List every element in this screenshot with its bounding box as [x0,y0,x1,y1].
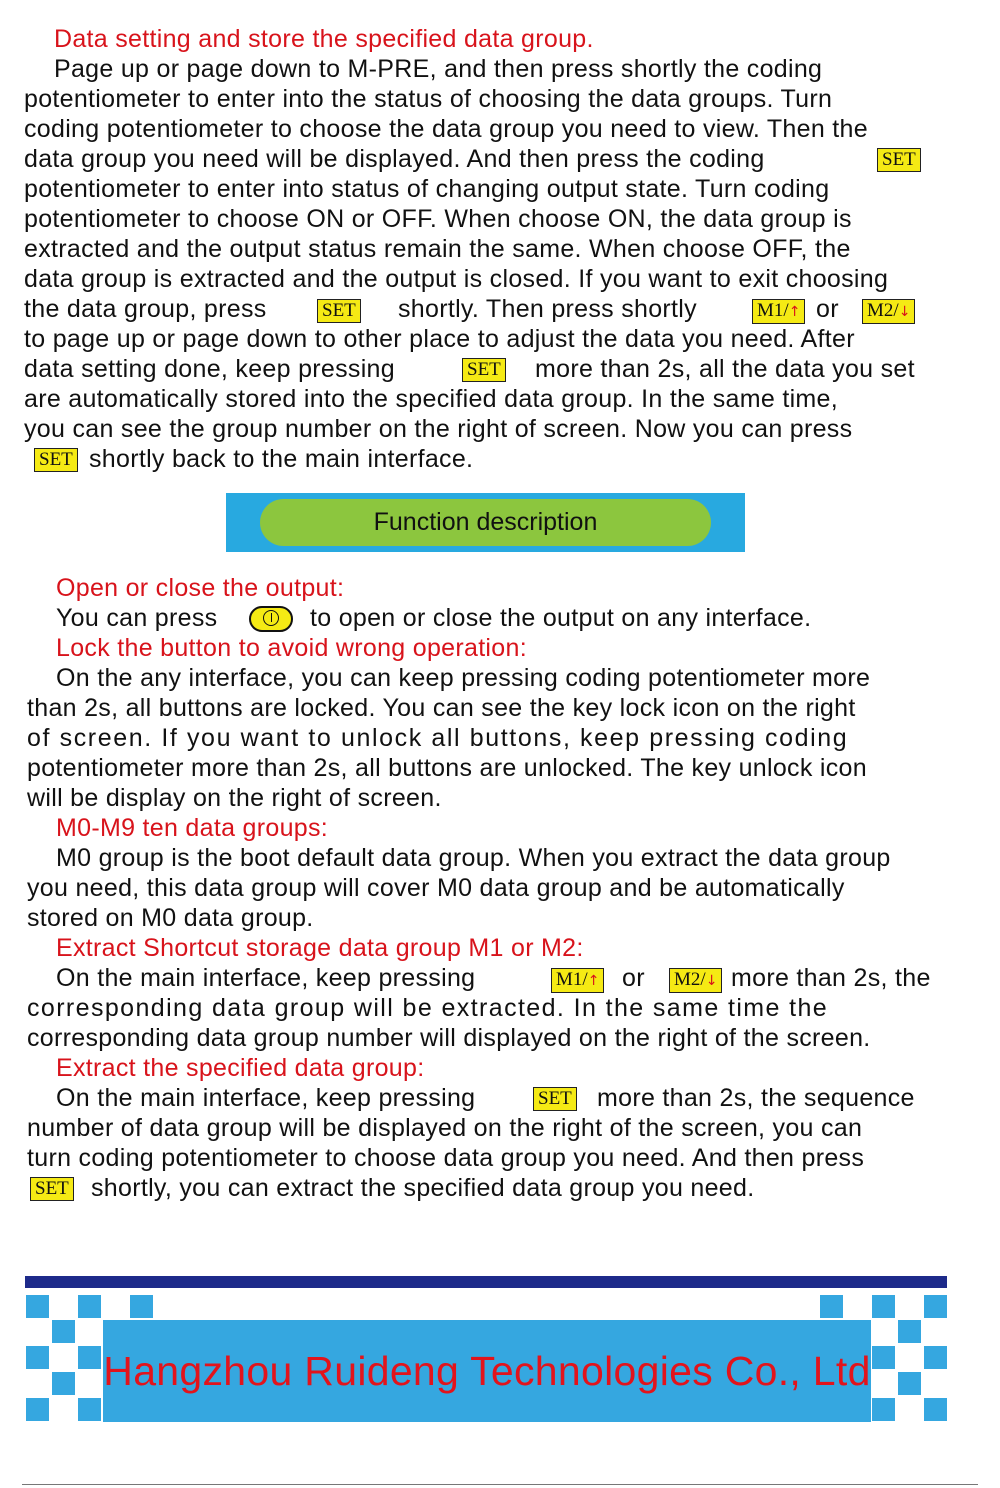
paragraph-line: data setting done, keep pressing [24,355,395,383]
paragraph-line: the data group, press [24,295,267,323]
banner-label: Function description [260,499,711,546]
paragraph-line: coding potentiometer to choose the data group you need to view. Then the [24,115,868,143]
decorative-square [26,1398,49,1421]
paragraph-line: potentiometer more than 2s, all buttons are unlocked. The key unlock icon [27,754,867,782]
m1-up-key-icon [752,299,805,324]
paragraph-line: more than 2s, all the data you set [535,355,915,383]
up-arrow-icon: ↑ [587,973,600,989]
set-key-icon: SET [533,1087,577,1111]
decorative-square [52,1372,75,1395]
decorative-square [52,1320,75,1343]
decorative-square [924,1295,947,1318]
decorative-square [820,1295,843,1318]
paragraph-line: than 2s, all buttons are locked. You can see the key lock icon on the right [27,694,856,722]
set-key-icon: SET [462,358,506,382]
decorative-square [872,1398,895,1421]
decorative-square [898,1372,921,1395]
key-label: M2/ [867,300,899,321]
paragraph-line: are automatically stored into the specified data group. In the same time, [24,385,839,413]
decorative-square [78,1346,101,1369]
m1-up-key-icon [551,968,604,993]
paragraph-line: more than 2s, the [731,964,931,992]
paragraph-line: data group you need will be displayed. And then press the coding [24,145,765,173]
key-label: M1/ [757,300,789,321]
set-key-icon: SET [317,299,361,323]
paragraph-line: shortly. Then press shortly [398,295,697,323]
paragraph-line: corresponding data group number will displayed on the right of the screen. [27,1024,871,1052]
decorative-square [924,1346,947,1369]
paragraph-line: to open or close the output on any interface. [310,604,812,632]
paragraph-line: turn coding potentiometer to choose data group you need. And then press [27,1144,865,1172]
company-name-panel [103,1320,871,1422]
heading-extract-specified: Extract the specified data group: [56,1054,425,1082]
key-label: M1/ [556,969,588,990]
paragraph-line: or [816,295,839,323]
paragraph-line: you need, this data group will cover M0 data group and be automatically [27,874,845,902]
decorative-square [924,1398,947,1421]
paragraph-line: potentiometer to enter into the status of choosing the data groups. Turn [24,85,833,113]
decorative-square [872,1346,895,1369]
set-key-icon: SET [877,148,921,172]
paragraph-line: On the main interface, keep pressing [56,964,476,992]
paragraph-line: data group is extracted and the output is closed. If you want to exit choosing [24,265,889,293]
paragraph-line: stored on M0 data group. [27,904,314,932]
bottom-rule [22,1484,978,1485]
paragraph-line: or [622,964,645,992]
paragraph-line: of screen. If you want to unlock all buttons, keep pressing coding [27,724,849,752]
function-description-banner [226,493,745,552]
key-label: M2/ [674,969,706,990]
paragraph-line: extracted and the output status remain the same. When choose OFF, the [24,235,851,263]
company-name: Hangzhou Ruideng Technologies Co., Ltd [103,1348,871,1394]
heading-lock-buttons: Lock the button to avoid wrong operation: [56,634,527,662]
heading-open-close-output: Open or close the output: [56,574,345,602]
heading-extract-shortcut: Extract Shortcut storage data group M1 or M2: [56,934,584,962]
decorative-square [78,1295,101,1318]
footer-top-bar [25,1276,947,1288]
paragraph-line: On the any interface, you can keep pressing coding potentiometer more [56,664,871,692]
down-arrow-icon: ↓ [705,973,718,989]
paragraph-line: you can see the group number on the right of screen. Now you can press [24,415,853,443]
heading-data-groups: M0-M9 ten data groups: [56,814,329,842]
paragraph-line: potentiometer to enter into status of changing output state. Turn coding [24,175,830,203]
paragraph-line: M0 group is the boot default data group. When you extract the data group [56,844,891,872]
decorative-square [130,1295,153,1318]
paragraph-line: potentiometer to choose ON or OFF. When choose ON, the data group is [24,205,852,233]
paragraph-line: number of data group will be displayed on the right of the screen, you can [27,1114,863,1142]
decorative-square [898,1320,921,1343]
company-footer [0,1270,1000,1488]
power-button-icon [249,606,293,632]
decorative-square [26,1295,49,1318]
down-arrow-icon: ↓ [898,304,911,320]
m2-down-key-icon [669,968,722,993]
paragraph-line: You can press [56,604,218,632]
m2-down-key-icon [862,299,915,324]
paragraph-line: to page up or page down to other place to adjust the data you need. After [24,325,855,353]
decorative-square [872,1295,895,1318]
set-key-icon: SET [30,1177,74,1201]
paragraph-line: corresponding data group will be extracted. In the same time the [27,994,829,1022]
heading-data-setting: Data setting and store the specified data group. [54,25,594,53]
decorative-square [26,1346,49,1369]
paragraph-line: will be display on the right of screen. [27,784,442,812]
paragraph-line: On the main interface, keep pressing [56,1084,476,1112]
set-key-icon: SET [34,448,78,472]
paragraph-line: shortly, you can extract the specified data group you need. [91,1174,755,1202]
paragraph-line: more than 2s, the sequence [597,1084,915,1112]
decorative-square [78,1398,101,1421]
paragraph-line: shortly back to the main interface. [89,445,474,473]
up-arrow-icon: ↑ [788,304,801,320]
paragraph-line: Page up or page down to M-PRE, and then press shortly the coding [54,55,823,83]
